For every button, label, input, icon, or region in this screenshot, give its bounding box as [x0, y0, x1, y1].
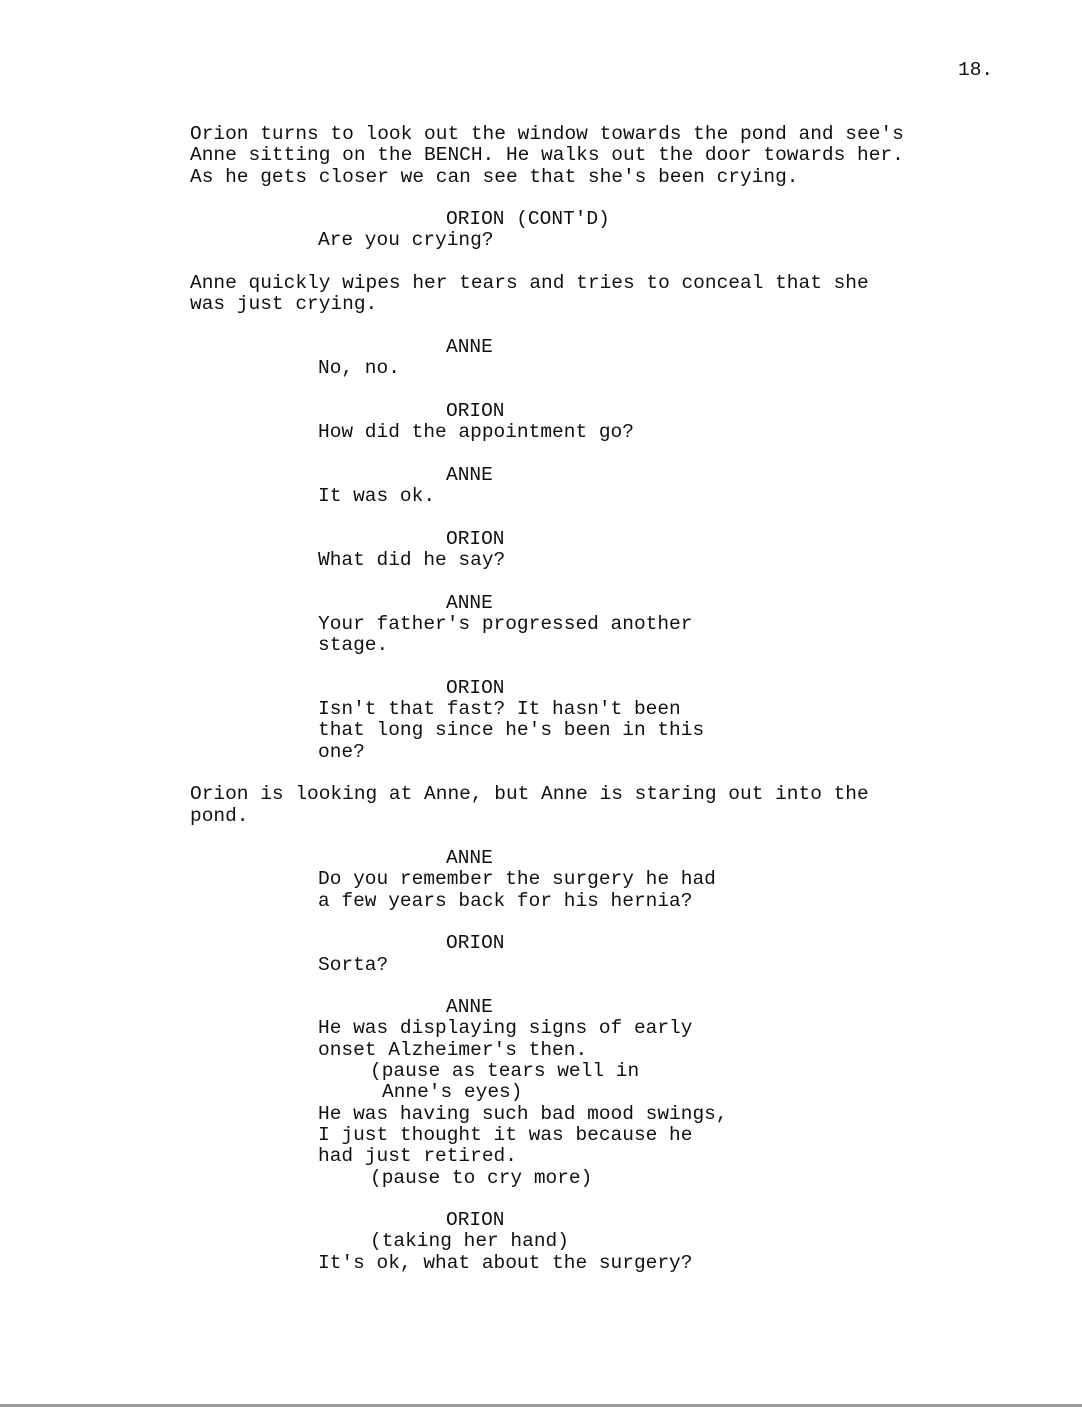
parenthetical: (pause as tears well in	[370, 1060, 640, 1083]
dialogue-block	[190, 1210, 990, 1274]
character-name: ORION (CONT'D)	[446, 208, 610, 231]
action-line: Orion turns to look out the window towards the pond and see's	[190, 123, 904, 145]
dialogue-line: How did the appointment go?	[318, 421, 634, 444]
dialogue-line: one?	[318, 740, 365, 763]
dialogue-line: onset Alzheimer's then.	[318, 1038, 588, 1061]
character-name: ORION	[446, 399, 505, 422]
dialogue-line: It's ok, what about the surgery?	[318, 1251, 693, 1274]
character-name: ANNE	[446, 463, 493, 486]
action-line: Anne sitting on the BENCH. He walks out the door towards her.	[190, 144, 904, 167]
dialogue-block	[190, 997, 990, 1189]
dialogue-line: It was ok.	[318, 485, 436, 508]
dialogue-block	[190, 209, 990, 252]
screenplay-body	[190, 124, 990, 1274]
dialogue-line: I just thought it was because he	[318, 1123, 693, 1146]
dialogue-block	[190, 465, 990, 508]
action-paragraph	[190, 784, 990, 827]
dialogue-line: He was displaying signs of early	[318, 1017, 693, 1040]
dialogue-block	[190, 337, 990, 380]
dialogue-line: Isn't that fast? It hasn't been	[318, 698, 681, 721]
character-name: ANNE	[446, 996, 493, 1019]
dialogue-line: Sorta?	[318, 953, 389, 976]
dialogue-line: Do you remember the surgery he had	[318, 868, 716, 891]
action-line: Anne quickly wipes her tears and tries to conceal that she	[190, 272, 869, 295]
dialogue-block	[190, 678, 990, 763]
dialogue-line: No, no.	[318, 357, 400, 380]
dialogue-line: What did he say?	[318, 548, 506, 571]
character-name: ANNE	[446, 847, 493, 870]
dialogue-block	[190, 593, 990, 657]
dialogue-block	[190, 401, 990, 444]
character-name: ORION	[446, 932, 505, 955]
dialogue-line: a few years back for his hernia?	[318, 889, 693, 912]
dialogue-block	[190, 848, 990, 912]
action-line: Orion is looking at Anne, but Anne is staring out into the	[190, 783, 869, 806]
character-name: ORION	[446, 527, 505, 550]
dialogue-line: that long since he's been in this	[318, 719, 705, 742]
dialogue-line: stage.	[318, 634, 389, 657]
character-name: ANNE	[446, 335, 493, 358]
action-line: was just crying.	[190, 293, 378, 316]
action-paragraph	[190, 273, 990, 316]
parenthetical: Anne's eyes)	[382, 1081, 523, 1104]
dialogue-line: Your father's progressed another	[318, 612, 693, 635]
action-line: As he gets closer we can see that she's been crying.	[190, 165, 799, 188]
action-line: pond.	[190, 804, 249, 827]
action-paragraph	[190, 124, 990, 188]
parenthetical: (pause to cry more)	[370, 1166, 593, 1189]
dialogue-line: Are you crying?	[318, 229, 494, 252]
character-name: ORION	[446, 676, 505, 699]
dialogue-line: He was having such bad mood swings,	[318, 1102, 728, 1125]
dialogue-line: had just retired.	[318, 1145, 517, 1168]
dialogue-block	[190, 529, 990, 572]
character-name: ORION	[446, 1209, 505, 1232]
parenthetical: (taking her hand)	[370, 1230, 569, 1253]
dialogue-block	[190, 933, 990, 976]
page-number: 18.	[958, 59, 994, 81]
character-name: ANNE	[446, 591, 493, 614]
